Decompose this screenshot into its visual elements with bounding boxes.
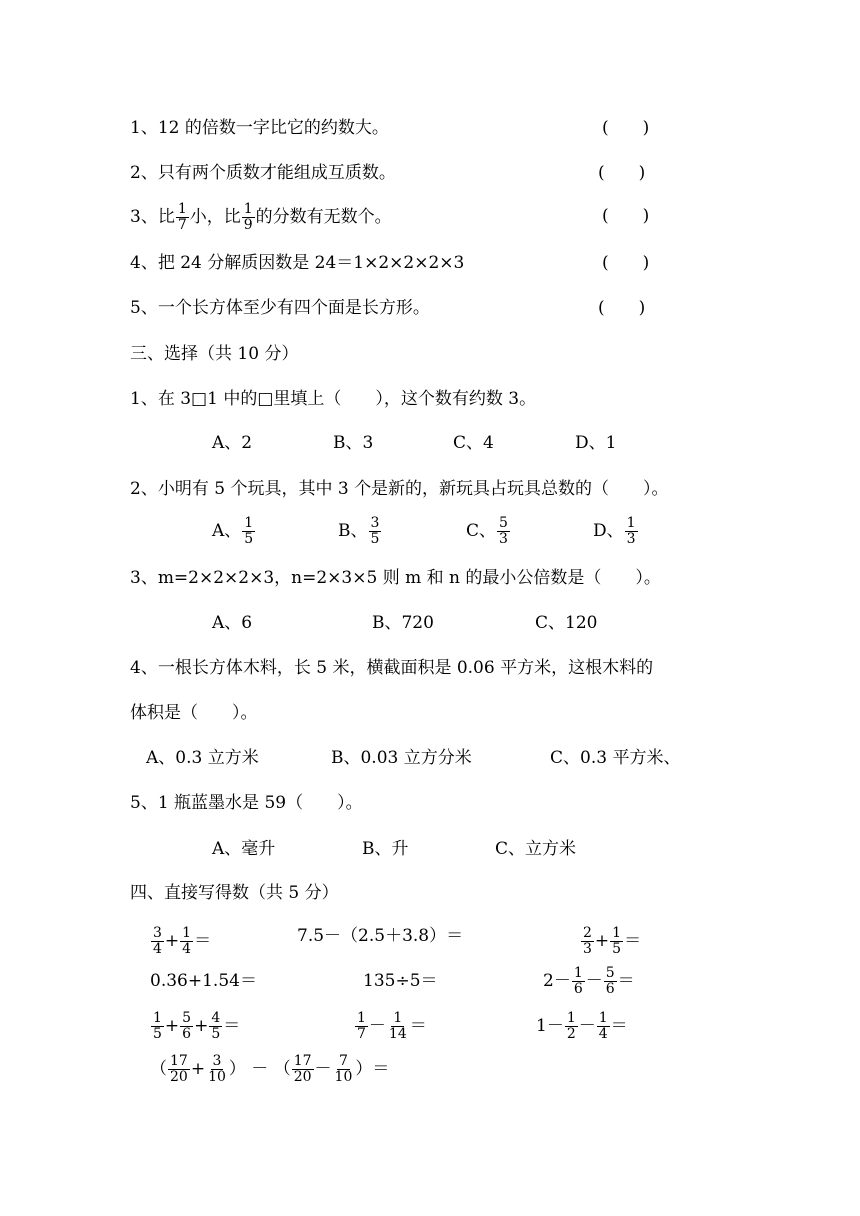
fraction <box>387 1011 409 1042</box>
option-label: A、 <box>212 521 242 541</box>
minus-sign: － <box>314 1059 332 1079</box>
option-c[interactable]: C、120 <box>535 613 598 633</box>
option-b[interactable]: B、升 <box>362 839 409 859</box>
denominator: 4 <box>182 941 192 957</box>
option-label: D、 <box>593 521 624 541</box>
judge-item-3-mid: 小，比 <box>189 207 241 227</box>
numerator: 5 <box>182 1010 192 1026</box>
fraction <box>581 926 594 957</box>
numerator: 1 <box>244 515 254 531</box>
equals-sign: ＝ <box>372 1059 390 1079</box>
fraction <box>180 926 193 957</box>
option-label: B、 <box>338 521 368 541</box>
judge-item-3-post: 的分数有无数个。 <box>255 207 392 227</box>
plus-sign: + <box>164 931 180 951</box>
expression-5: 135÷5＝ <box>363 971 438 991</box>
option-c[interactable]: C、0.3 平方米、 <box>550 748 681 768</box>
option-d[interactable] <box>593 516 639 547</box>
denominator: 4 <box>598 1026 608 1042</box>
numerator: 1 <box>393 1010 403 1026</box>
left-paren: （ <box>150 1059 167 1079</box>
between-sign: － （ <box>245 1059 291 1079</box>
fraction <box>176 202 189 233</box>
expression-4: 0.36+1.54＝ <box>150 971 257 991</box>
fraction <box>206 1054 228 1085</box>
fraction <box>151 1011 164 1042</box>
denominator: 7 <box>357 1026 366 1042</box>
fraction <box>604 966 617 997</box>
denominator: 20 <box>170 1069 188 1085</box>
numerator: 3 <box>153 925 162 941</box>
fraction <box>355 1011 368 1042</box>
question-3-4-line-1: 4、一根长方体木料，长 5 米，横截面积是 0.06 平方米，这根木料的 <box>130 658 654 678</box>
denominator: 6 <box>605 981 615 997</box>
numerator: 1 <box>598 1010 608 1026</box>
judge-item-4-text: 4、把 24 分解质因数是 24＝1×2×2×2×3 <box>130 253 465 273</box>
numerator: 1 <box>177 201 187 217</box>
denominator: 9 <box>243 217 253 233</box>
fraction <box>625 516 638 547</box>
denominator: 3 <box>626 531 636 547</box>
fraction <box>333 1054 355 1085</box>
equals-sign: ＝ <box>610 1016 628 1036</box>
denominator: 2 <box>566 1026 576 1042</box>
answer-blank[interactable]: ( ) <box>598 163 646 183</box>
judge-item-3-pre: 3、比 <box>130 207 175 227</box>
judge-item-2-text: 2、只有两个质数才能组成互质数。 <box>130 163 396 183</box>
expression-1 <box>150 926 211 957</box>
numerator: 1 <box>612 925 622 941</box>
fraction <box>610 926 623 957</box>
denominator: 7 <box>177 217 187 233</box>
denominator: 10 <box>208 1069 226 1085</box>
option-b[interactable]: B、3 <box>333 433 374 453</box>
question-3-2: 2、小明有 5 个玩具，其中 3 个是新的，新玩具占玩具总数的（ ）。 <box>130 479 669 499</box>
option-c[interactable]: C、立方米 <box>495 839 577 859</box>
numerator: 3 <box>212 1053 222 1069</box>
option-b[interactable] <box>338 516 382 547</box>
option-b[interactable]: B、0.03 立方分米 <box>331 748 472 768</box>
minus-sign: － <box>585 971 603 991</box>
option-a[interactable]: A、2 <box>212 433 253 453</box>
numerator: 5 <box>499 515 508 531</box>
judge-item-5-text: 5、一个长方体至少有四个面是长方形。 <box>130 298 430 318</box>
answer-blank[interactable]: ( ) <box>598 298 646 318</box>
fraction <box>168 1054 190 1085</box>
question-3-3: 3、m=2×2×2×3，n=2×3×5 则 m 和 n 的最小公倍数是（ ）。 <box>130 568 661 588</box>
option-a[interactable]: A、0.3 立方米 <box>146 748 259 768</box>
section-3-title: 三、选择（共 10 分） <box>130 344 299 364</box>
plus-sign: + <box>194 1016 209 1036</box>
option-b[interactable]: B、720 <box>372 613 434 633</box>
fraction <box>572 966 585 997</box>
option-label: C、 <box>466 521 497 541</box>
denominator: 5 <box>612 941 622 957</box>
equals-sign: ＝ <box>194 931 212 951</box>
option-a[interactable] <box>212 516 256 547</box>
denominator: 14 <box>388 1026 407 1042</box>
option-d[interactable]: D、1 <box>575 433 617 453</box>
right-paren: ） <box>228 1059 246 1079</box>
denominator: 5 <box>211 1026 221 1042</box>
expression-2: 7.5－（2.5＋3.8）＝ <box>297 926 464 946</box>
answer-blank[interactable]: ( ) <box>602 253 650 273</box>
numerator: 1 <box>357 1010 366 1026</box>
denominator: 5 <box>370 531 380 547</box>
plus-sign: + <box>594 931 610 951</box>
fraction <box>292 1054 314 1085</box>
numerator: 1 <box>243 201 253 217</box>
numerator: 5 <box>605 965 615 981</box>
denominator: 3 <box>499 531 508 547</box>
fraction <box>209 1011 222 1042</box>
denominator: 4 <box>153 941 162 957</box>
one-minus: 1－ <box>536 1016 564 1036</box>
judge-item-3-text <box>130 202 392 233</box>
expression-10 <box>150 1054 389 1085</box>
option-c[interactable]: C、4 <box>453 433 494 453</box>
numerator: 1 <box>573 965 583 981</box>
numerator: 1 <box>566 1010 576 1026</box>
judge-item-1-text: 1、12 的倍数一字比它的约数大。 <box>130 118 389 138</box>
fraction <box>151 926 164 957</box>
right-paren: ） <box>355 1059 373 1079</box>
fraction <box>497 516 510 547</box>
denominator: 3 <box>583 941 592 957</box>
denominator: 5 <box>153 1026 162 1042</box>
answer-blank[interactable]: ( ) <box>602 206 650 226</box>
fraction <box>369 516 382 547</box>
question-3-4-line-2: 体积是（ ）。 <box>130 703 258 723</box>
equals-sign: ＝ <box>409 1016 427 1036</box>
denominator: 6 <box>182 1026 192 1042</box>
plus-sign: + <box>190 1059 206 1079</box>
option-c[interactable] <box>466 516 511 547</box>
numerator: 7 <box>339 1053 348 1069</box>
denominator: 20 <box>293 1069 312 1085</box>
numerator: 3 <box>370 515 380 531</box>
equals-sign: ＝ <box>617 971 635 991</box>
plus-sign: + <box>164 1016 180 1036</box>
option-a[interactable]: A、毫升 <box>212 839 276 859</box>
section-4-title: 四、直接写得数（共 5 分） <box>130 883 339 903</box>
expression-6 <box>543 966 635 997</box>
numerator: 2 <box>583 925 592 941</box>
fraction <box>242 516 255 547</box>
fraction <box>565 1011 578 1042</box>
numerator: 1 <box>153 1010 162 1026</box>
expression-7 <box>150 1011 240 1042</box>
denominator: 6 <box>573 981 583 997</box>
denominator: 10 <box>334 1069 353 1085</box>
denominator: 5 <box>244 531 254 547</box>
numerator: 17 <box>293 1053 312 1069</box>
equals-sign: ＝ <box>223 1016 241 1036</box>
answer-blank[interactable]: ( ) <box>602 118 650 138</box>
fraction <box>597 1011 610 1042</box>
numerator: 1 <box>626 515 636 531</box>
equals-sign: ＝ <box>624 931 642 951</box>
numerator: 17 <box>170 1053 188 1069</box>
expression-9 <box>536 1011 628 1042</box>
fraction <box>180 1011 193 1042</box>
numerator: 4 <box>211 1010 221 1026</box>
question-3-1: 1、在 3□1 中的□里填上（ ），这个数有约数 3。 <box>130 389 537 409</box>
expression-8 <box>354 1011 427 1042</box>
two-minus: 2－ <box>543 971 571 991</box>
minus-sign: － <box>368 1016 386 1036</box>
option-a[interactable]: A、6 <box>212 613 253 633</box>
question-3-5: 5、1 瓶蓝墨水是 59（ ）。 <box>130 793 363 813</box>
expression-3 <box>580 926 641 957</box>
fraction <box>242 202 255 233</box>
numerator: 1 <box>182 925 192 941</box>
minus-sign: － <box>578 1016 596 1036</box>
